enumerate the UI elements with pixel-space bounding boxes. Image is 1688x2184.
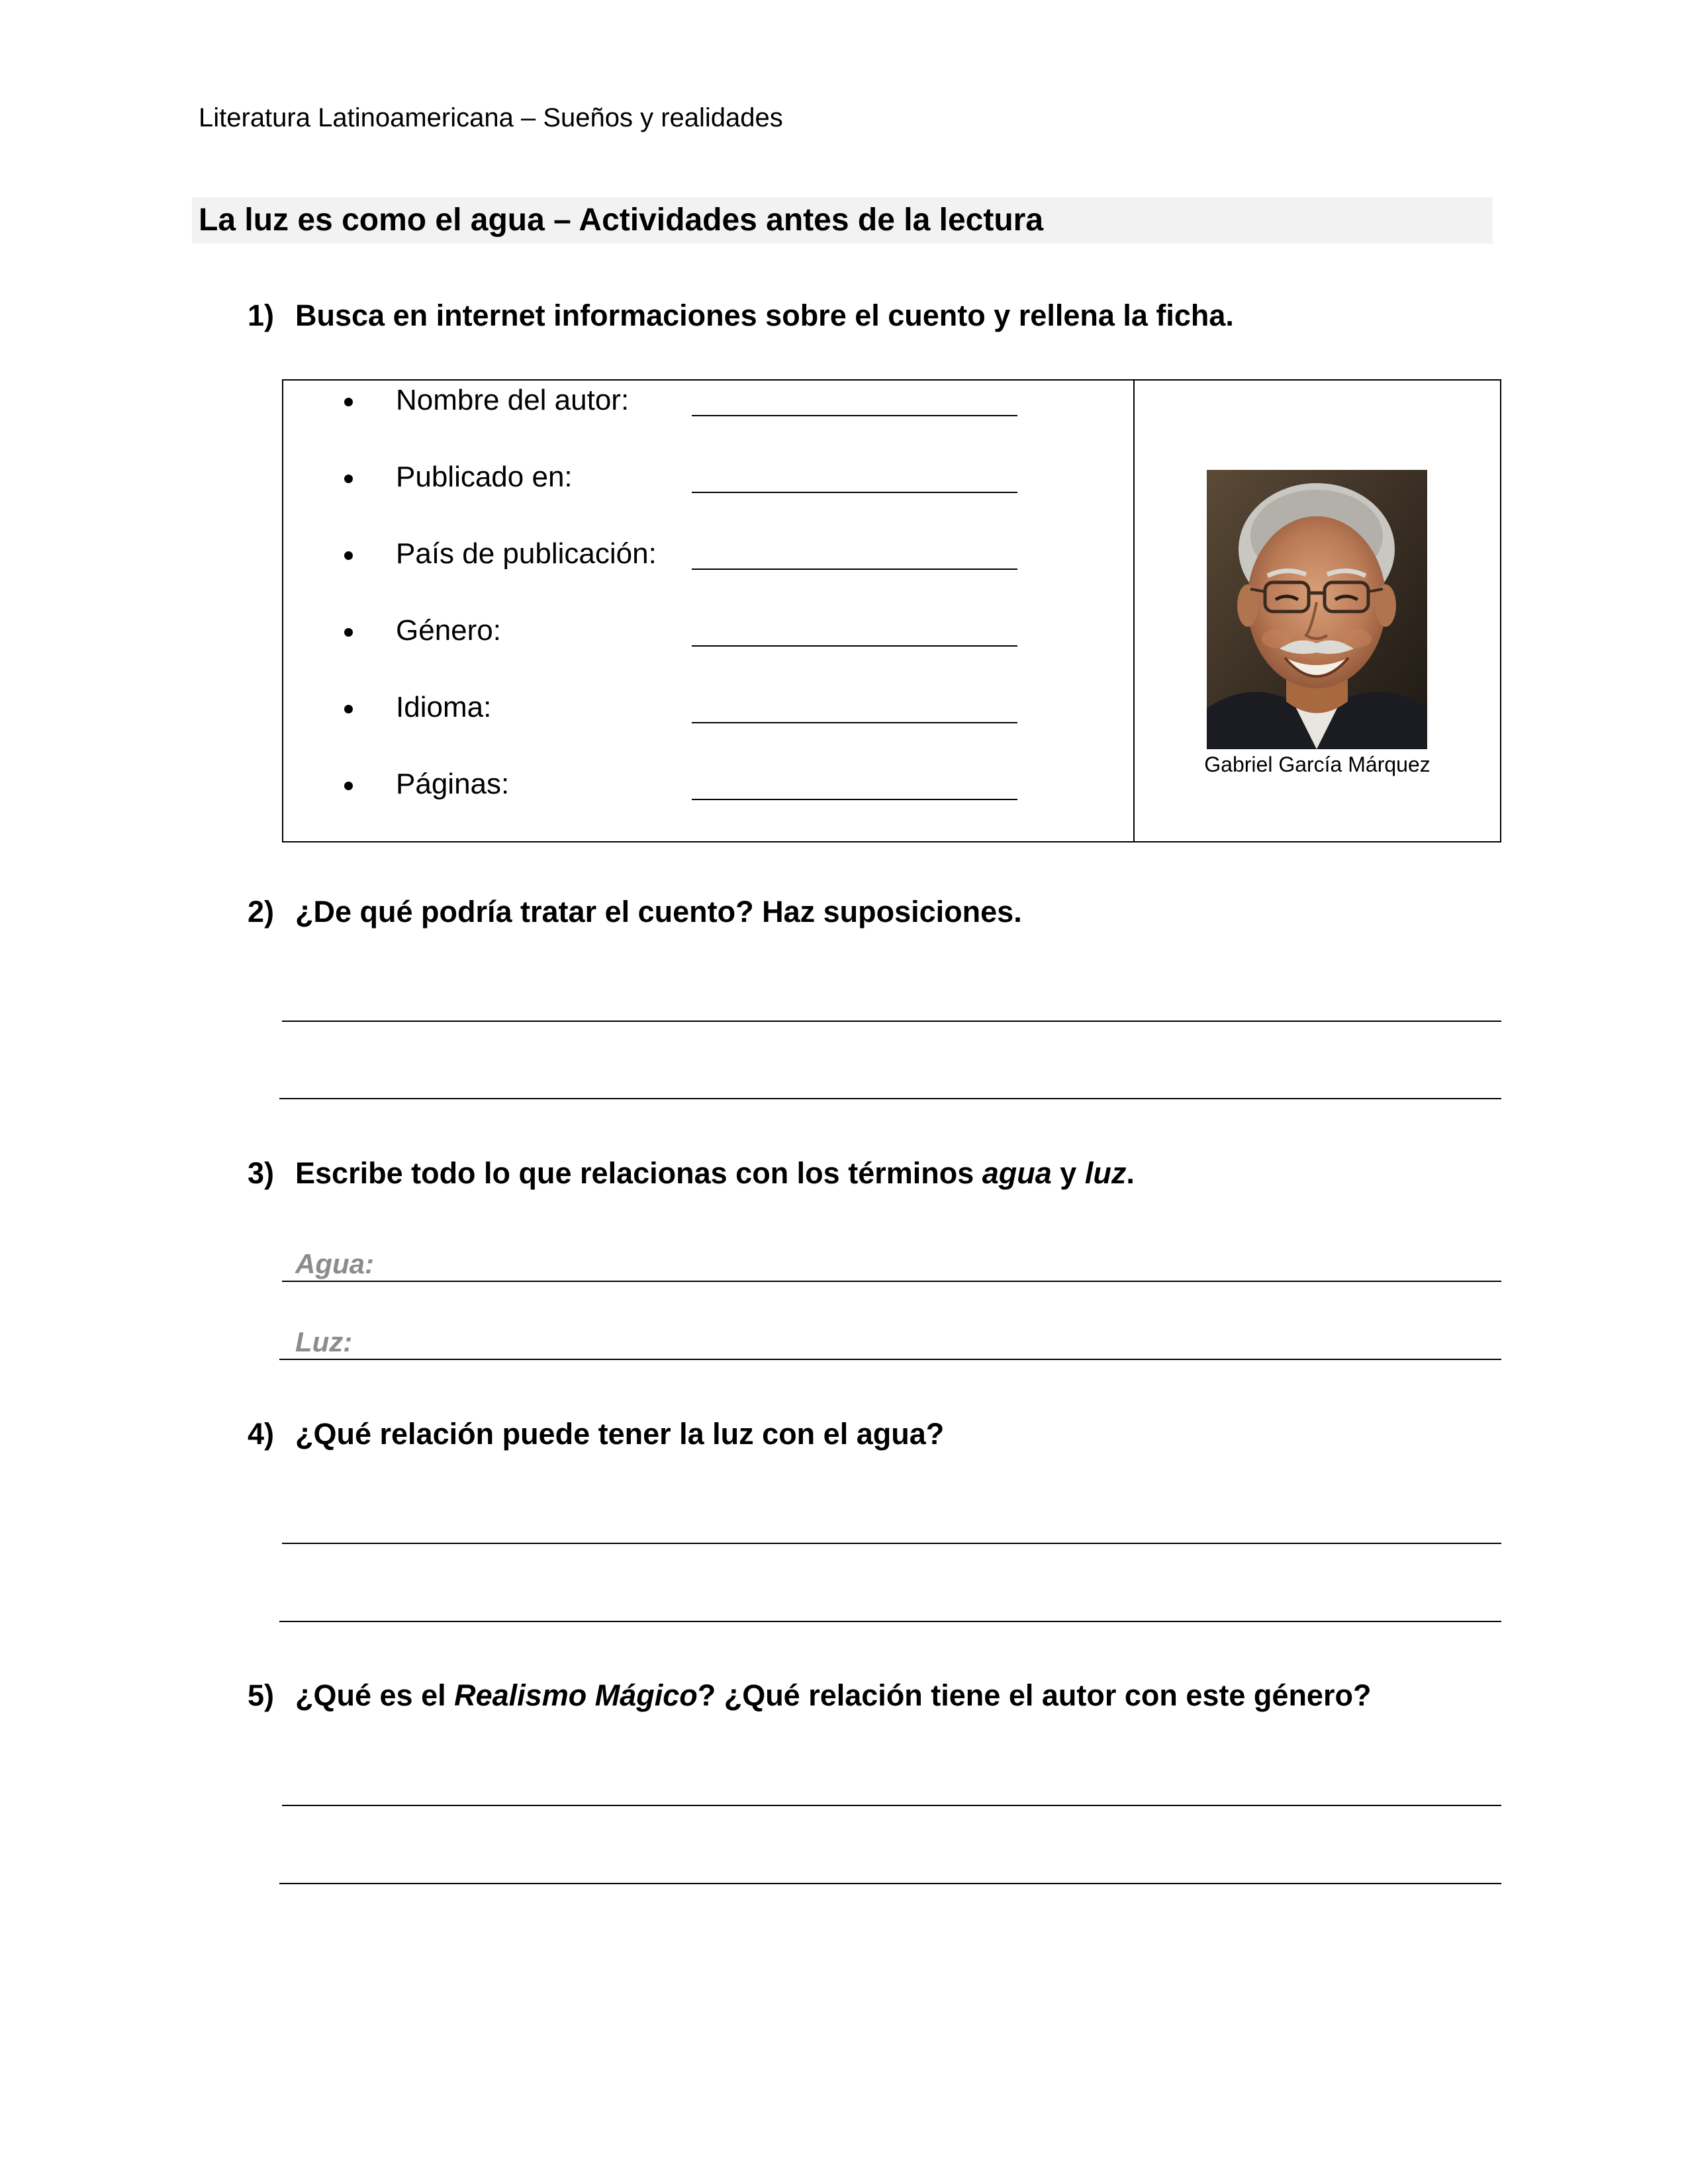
- answer-line[interactable]: [282, 1543, 1501, 1544]
- question-2-number: 2): [248, 895, 275, 929]
- question-3-text: [295, 1154, 1135, 1193]
- field-label: Género:: [396, 614, 501, 647]
- field-language: [344, 688, 1105, 727]
- field-label: Idioma:: [396, 691, 492, 723]
- portrait-caption: Gabriel García Márquez: [1204, 752, 1430, 776]
- term-luz: luz: [1084, 1156, 1127, 1190]
- bullet-icon: [344, 782, 353, 790]
- field-genre: [344, 611, 1105, 651]
- luz-answer-line[interactable]: [279, 1359, 1501, 1360]
- field-label: Nombre del autor:: [396, 384, 630, 416]
- question-3-text-mid: y: [1051, 1156, 1085, 1190]
- answer-line[interactable]: [282, 1021, 1501, 1022]
- question-3-number: 3): [248, 1156, 275, 1190]
- question-1-number: 1): [248, 298, 275, 332]
- field-published-in: [344, 457, 1105, 497]
- field-label: País de publicación:: [396, 537, 657, 570]
- question-5-text-start: ¿Qué es el: [295, 1678, 455, 1712]
- page-title: La luz es como el agua – Actividades antes de la lectura: [199, 203, 1044, 238]
- question-3-text-start: Escribe todo lo que relacionas con los términos: [295, 1156, 982, 1190]
- pages-blank[interactable]: [692, 799, 1017, 800]
- question-3-text-end: .: [1126, 1156, 1135, 1190]
- bullet-icon: [344, 475, 353, 483]
- field-label: Páginas:: [396, 768, 510, 800]
- genre-blank[interactable]: [692, 645, 1017, 647]
- field-country: [344, 534, 1105, 574]
- bullet-icon: [344, 398, 353, 406]
- question-4-text: ¿Qué relación puede tener la luz con el agua?: [295, 1417, 945, 1451]
- luz-label: Luz:: [295, 1326, 353, 1357]
- answer-line[interactable]: [282, 1805, 1501, 1806]
- agua-label: Agua:: [295, 1248, 374, 1279]
- answer-line[interactable]: [279, 1621, 1501, 1622]
- field-pages: [344, 764, 1105, 804]
- question-5-number: 5): [248, 1678, 275, 1712]
- term-agua: agua: [982, 1156, 1052, 1190]
- question-5-text-end: ? ¿Qué relación tiene el autor con este género?: [697, 1678, 1372, 1712]
- question-4-number: 4): [248, 1417, 275, 1451]
- field-label: Publicado en:: [396, 461, 573, 493]
- question-2-text: ¿De qué podría tratar el cuento? Haz suposiciones.: [295, 895, 1022, 929]
- bullet-icon: [344, 705, 353, 713]
- question-1-text: Busca en internet informaciones sobre el cuento y rellena la ficha.: [295, 298, 1234, 332]
- field-author: [344, 381, 1105, 420]
- author-portrait: [1207, 470, 1427, 749]
- published-in-blank[interactable]: [692, 492, 1017, 493]
- answer-line[interactable]: [279, 1883, 1501, 1884]
- language-blank[interactable]: [692, 722, 1017, 723]
- answer-line[interactable]: [279, 1098, 1501, 1099]
- question-5-text: [295, 1676, 1371, 1715]
- bullet-icon: [344, 551, 353, 560]
- agua-answer-line[interactable]: [282, 1281, 1501, 1282]
- author-blank[interactable]: [692, 415, 1017, 416]
- country-blank[interactable]: [692, 569, 1017, 570]
- info-card-divider: [1133, 379, 1135, 842]
- running-header: Literatura Latinoamericana – Sueños y realidades: [199, 103, 783, 132]
- bullet-icon: [344, 628, 353, 637]
- term-realismo-magico: Realismo Mágico: [454, 1678, 698, 1712]
